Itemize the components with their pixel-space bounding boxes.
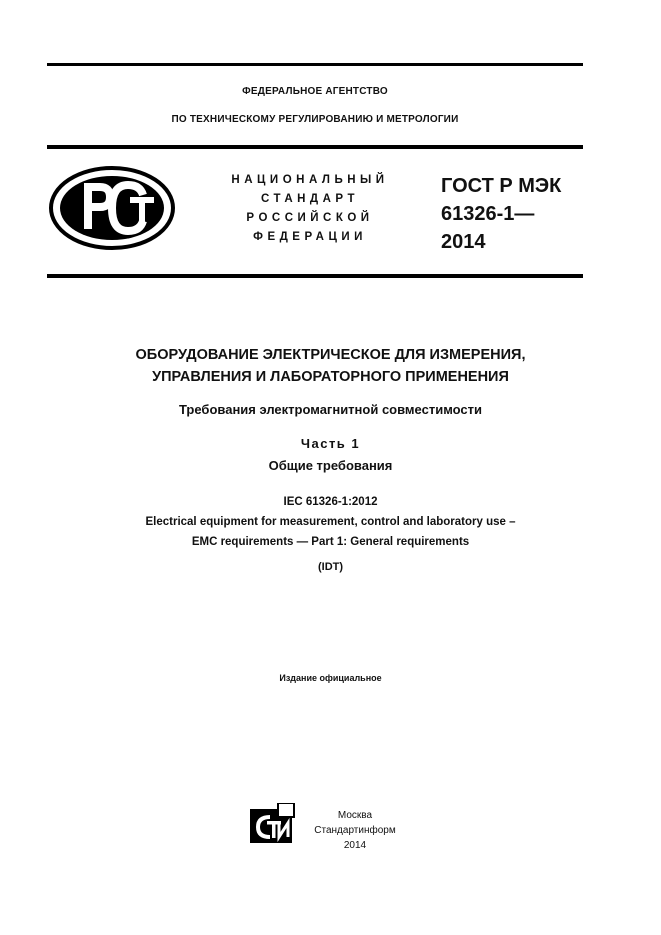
agency-line-1: ФЕДЕРАЛЬНОЕ АГЕНТСТВО xyxy=(242,86,388,97)
document-title xyxy=(47,344,614,388)
standard-type-line-1: НАЦИОНАЛЬНЫЙ xyxy=(231,174,389,186)
designation-line-1: ГОСТ Р МЭК xyxy=(441,175,562,197)
publisher-city: Москва xyxy=(337,810,373,821)
standard-type-line-4: ФЕДЕРАЦИИ xyxy=(253,231,367,243)
standartinform-logo-icon xyxy=(248,803,296,845)
publisher-block xyxy=(300,808,410,853)
standard-type-line-2: СТАНДАРТ xyxy=(261,193,359,205)
title-line-2: УПРАВЛЕНИЯ И ЛАБОРАТОРНОГО ПРИМЕНЕНИЯ xyxy=(152,369,509,385)
iec-ref: IEC 61326-1:2012 xyxy=(283,496,378,508)
header-rule xyxy=(47,145,583,149)
part-name: Общие требования xyxy=(268,458,393,473)
title-line-1: ОБОРУДОВАНИЕ ЭЛЕКТРИЧЕСКОЕ ДЛЯ ИЗМЕРЕНИЯ, xyxy=(135,347,526,363)
top-rule xyxy=(47,63,583,66)
part-number: Часть 1 xyxy=(300,436,361,451)
header-bottom-rule xyxy=(47,274,583,278)
degree-of-correspondence: (IDT) xyxy=(317,561,344,573)
edition-note: Издание официальное xyxy=(279,673,382,683)
document-subtitle: Требования электромагнитной совместимости xyxy=(178,402,483,417)
iec-title-line-2: EMC requirements — Part 1: General requirements xyxy=(191,536,470,548)
standard-type-line-3: РОССИЙСКОЙ xyxy=(246,212,374,224)
international-reference xyxy=(47,492,614,552)
designation xyxy=(441,172,561,256)
publisher-year: 2014 xyxy=(343,840,367,851)
designation-line-3: 2014 xyxy=(441,231,486,253)
designation-line-2: 61326-1— xyxy=(441,203,535,225)
publisher-logo-text: СТИ xyxy=(248,803,251,804)
publisher-name: Стандартинформ xyxy=(314,825,396,836)
iec-title-line-1: Electrical equipment for measurement, control and laboratory use – xyxy=(145,516,516,528)
logo-text: PCT xyxy=(48,165,50,166)
agency-line-2: ПО ТЕХНИЧЕСКОМУ РЕГУЛИРОВАНИЮ И МЕТРОЛОГИИ xyxy=(171,114,459,125)
rst-logo-icon xyxy=(48,165,176,251)
